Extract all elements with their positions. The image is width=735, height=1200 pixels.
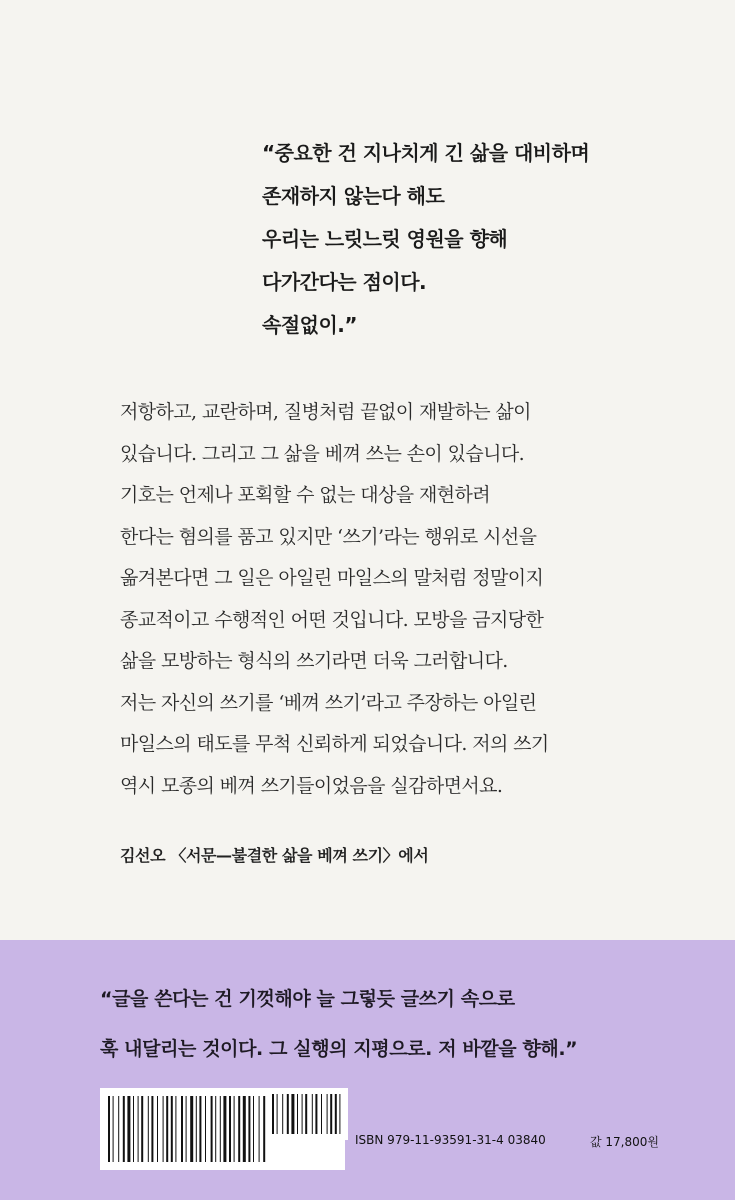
- price-label: 값 17,800원: [590, 1135, 659, 1149]
- band-quote-line: 훅 내달리는 것이다. 그 실행의 지평으로. 저 바깥을 향해.”: [100, 1038, 578, 1060]
- body-line: 역시 모종의 베껴 쓰기들이었음을 실감하면서요.: [120, 774, 503, 797]
- barcode-bars-icon: [108, 1096, 268, 1162]
- body-line: 저항하고, 교란하며, 질병처럼 끝없이 재발하는 삶이: [120, 401, 531, 423]
- addon-barcode-bars-icon: [272, 1094, 342, 1134]
- pull-quote-line: 다가간다는 점이다.: [262, 270, 427, 294]
- pull-quote-line: 존재하지 않는다 해도: [262, 184, 445, 208]
- body-line: 한다는 혐의를 품고 있지만 ‘쓰기’라는 행위로 시선을: [120, 525, 537, 548]
- addon-barcode: [266, 1088, 348, 1140]
- pull-quote-line: “중요한 건 지나치게 긴 삶을 대비하며: [262, 141, 590, 165]
- body-line: 마일스의 태도를 무척 신뢰하게 되었습니다. 저의 쓰기: [120, 733, 549, 755]
- pull-quote-line: 속절없이.”: [262, 313, 358, 337]
- body-line: 있습니다. 그리고 그 삶을 베껴 쓰는 손이 있습니다.: [120, 442, 525, 465]
- pull-quote-line: 우리는 느릿느릿 영원을 향해: [262, 227, 508, 251]
- band-quote: [100, 974, 577, 1074]
- pull-quote: [262, 132, 589, 347]
- body-line: 기호는 언제나 포획할 수 없는 대상을 재현하려: [120, 484, 490, 506]
- band-quote-line: “글을 쓴다는 건 기껏해야 늘 그렇듯 글쓰기 속으로: [100, 988, 515, 1010]
- body-line: 저는 자신의 쓰기를 ‘베껴 쓰기’라고 주장하는 아일린: [120, 691, 537, 714]
- body-line: 종교적이고 수행적인 어떤 것입니다. 모방을 금지당한: [120, 608, 544, 631]
- body-paragraph: [120, 392, 549, 807]
- source-attribution: 김선오 〈서문—불결한 삶을 베껴 쓰기〉에서: [120, 846, 429, 865]
- body-line: 삶을 모방하는 형식의 쓰기라면 더욱 그러합니다.: [120, 650, 508, 672]
- body-line: 옮겨본다면 그 일은 아일린 마일스의 말처럼 정말이지: [120, 567, 544, 589]
- isbn-number: ISBN 979-11-93591-31-4 03840: [355, 1133, 546, 1147]
